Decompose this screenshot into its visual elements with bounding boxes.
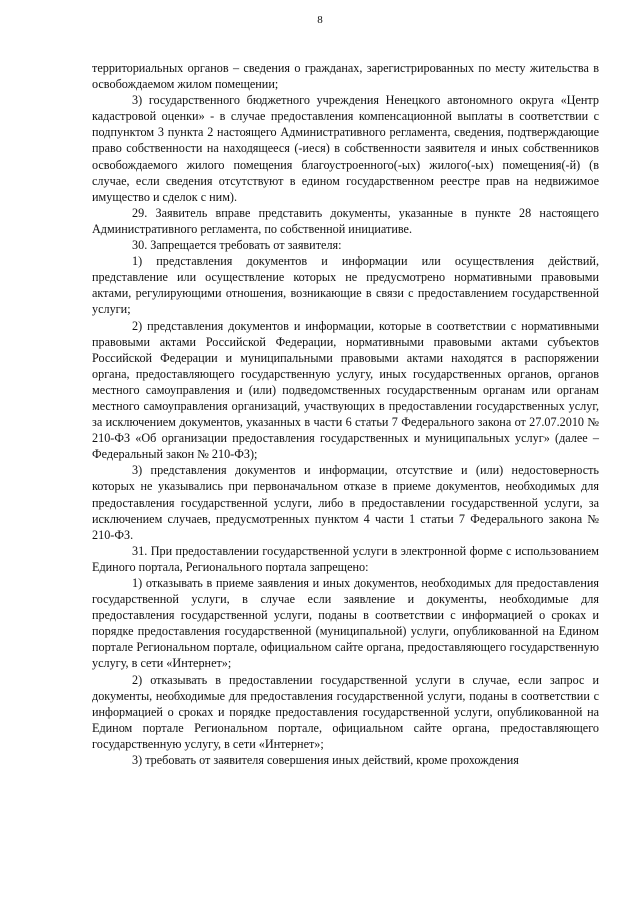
paragraph: 31. При предоставлении государственной услуги в электронной форме с использованием Единого портала, Регионального портала запрещено: bbox=[92, 543, 599, 574]
paragraph: 2) отказывать в предоставлении государственной услуги в случае, если запрос и документы, необходимые для предоставления государственной услуги, поданы в соответствии с информацией о сроках и порядке предоставления государственной услуги, опубликованной на Едином портале Региональном портале, официальном сайте органа, предоставляющего государственную услугу, в сети «Интернет»; bbox=[92, 672, 599, 751]
paragraph: 29. Заявитель вправе представить документы, указанные в пункте 28 настоящего Административного регламента, по собственной инициативе. bbox=[92, 205, 599, 236]
paragraph: 30. Запрещается требовать от заявителя: bbox=[132, 238, 342, 253]
paragraph: 1) отказывать в приеме заявления и иных документов, необходимых для предоставления государственной услуги, в случае если заявление и документы, необходимые для предоставления государственной услуги, поданы в соответствии с информацией о сроках и порядке предоставления государственной (муниципальной) услуги, опубликованной на Едином портале Региональном портале, официальном сайте органа, предоставляющего государственную услугу, в сети «Интернет»; bbox=[92, 576, 599, 671]
document-body bbox=[92, 60, 599, 768]
paragraph: 3) представления документов и информации, отсутствие и (или) недостоверность которых не указывались при первоначальном отказе в приеме документов, необходимых для предоставления государственной услуги, либо в предоставлении государственной услуги, за исключением случаев, предусмотренных пунктом 4 части 1 статьи 7 Федерального закона № 210-ФЗ. bbox=[92, 463, 599, 542]
page-number: 8 bbox=[317, 14, 323, 26]
paragraph: 2) представления документов и информации, которые в соответствии с нормативными правовыми актами Российской Федерации, нормативными правовыми актами субъектов Российской Федерации и муниципальными правовыми актами находятся в распоряжении органа, предоставляющего государственную услугу, иных государственных органов, органов местного самоуправления и (или) подведомственных государственным органам или органам местного самоуправления организаций, участвующих в предоставлении государственных услуг, за исключением документов, указанных в части 6 статьи 7 Федерального закона от 27.07.2010 № 210-ФЗ «Об организации предоставления государственных и муниципальных услуг» (далее – Федеральный закон № 210-ФЗ); bbox=[92, 318, 599, 462]
paragraph: 1) представления документов и информации или осуществления действий, представление или осуществление которых не предусмотрено нормативными правовыми актами, регулирующими отношения, возникающие в связи с предоставлением государственной услуги; bbox=[92, 254, 599, 317]
paragraph: 3) требовать от заявителя совершения иных действий, кроме прохождения bbox=[132, 753, 519, 768]
paragraph-continued: территориальных органов – сведения о гражданах, зарегистрированных по месту жительства в освобождаемом жилом помещении; bbox=[92, 61, 599, 92]
paragraph: 3) государственного бюджетного учреждения Ненецкого автономного округа «Центр кадастровой оценки» - в случае предоставления компенсационной выплаты в соответствии с подпунктом 3 пункта 2 настоящего Административного регламента, сведения, подтверждающие право собственности на находящееся (-иеся) в собственности заявителя и иных собственников освобождаемого жилого помещения благоустроенного(-ых) жилого(-ых) помещения(-й) (в случае, если сведения отсутствуют в едином государственном реестре прав на недвижимое имущество и сделок с ним). bbox=[92, 93, 599, 204]
